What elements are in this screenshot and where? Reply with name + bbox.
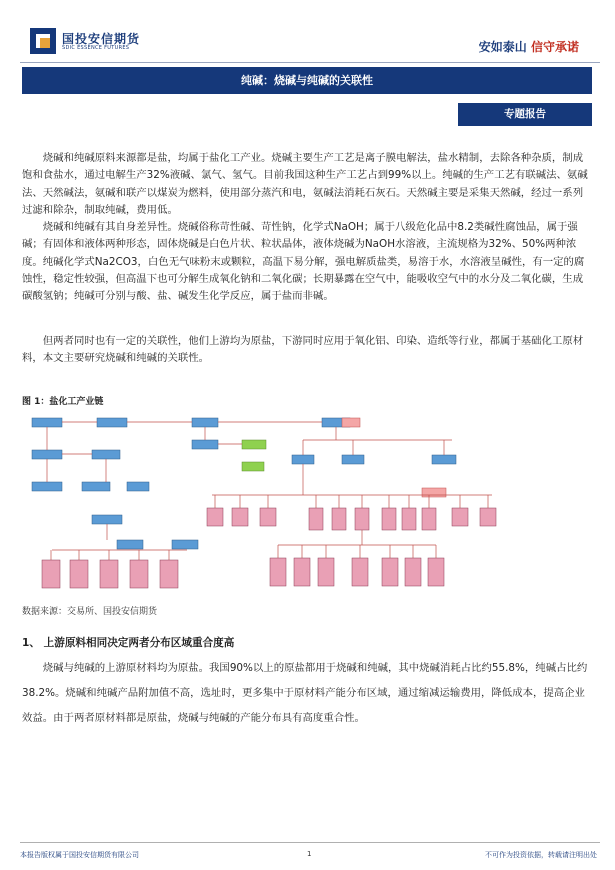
slogan-part-2: 信守承诺 bbox=[530, 40, 579, 54]
report-type-badge: 专题报告 bbox=[458, 103, 592, 126]
section-1-paragraph: 烧碱与纯碱的上游原材料均为原盐。我国90%以上的原盐都用于烧碱和纯碱，其中烧碱消耗占比约55.8%，纯碱占比约38.2%。烧碱和纯碱产品附加值不高，选址时，更多集中于原材料产能分布区域，通过缩减运输费用，降低成本，提高企业效益。由于两者原材料都是原盐，烧碱与纯碱的产能分布具有高度重合性。 bbox=[22, 662, 588, 724]
page-number: 1 bbox=[307, 850, 312, 858]
body-paragraph-2: 烧碱和纯碱有其自身差异性。烧碱俗称苛性碱、苛性钠，化学式NaOH；属于八级危化品中8.2类碱性腐蚀品，属于强碱；有固体和液体两种形态，固体烧碱是白色片状、粒状晶体，液体烧碱为NaOH水溶液，主流规格为32%、50%两种浓度。纯碱化学式Na2CO3，白色无气味粉末或颗粒，高温下易分解，强电解质盐类，易溶于水，水溶液呈碱性，有一定的腐蚀性，稳定性较强，但高温下也可分解生成氧化钠和二氧化碳；长期暴露在空气中，能吸收空气中的水分及二氧化碳，生成碳酸氢钠；纯碱可分别与酸、盐、碱发生化学反应，属于盐而非碱。 bbox=[22, 221, 585, 303]
figure-title: 图 1：盐化工产业链 bbox=[22, 397, 104, 407]
body-paragraph-3: 但两者同时也有一定的关联性，他们上游均为原盐，下游同时应用于氧化铝、印染、造纸等行业，都属于基础化工原材料，本文主要研究烧碱和纯碱的关联性。 bbox=[22, 335, 584, 365]
company-name: 国投安信期货 bbox=[62, 32, 141, 46]
footer-divider bbox=[20, 842, 600, 843]
company-name-en: SDIC ESSENCE FUTURES bbox=[62, 45, 130, 51]
industry-chain-diagram bbox=[22, 410, 592, 600]
header-divider bbox=[20, 62, 600, 63]
footer-copyright: 本报告版权属于国投安信期货有限公司 bbox=[20, 851, 139, 859]
report-title: 纯碱：烧碱与纯碱的关联性 bbox=[22, 67, 592, 94]
footer-disclaimer: 不可作为投资依据，转载请注明出处 bbox=[485, 851, 597, 859]
figure-source: 数据来源：交易所、国投安信期货 bbox=[22, 607, 158, 617]
body-paragraph-1: 烧碱和纯碱原料来源都是盐，均属于盐化工产业。烧碱主要生产工艺是离子膜电解法，盐水精制，去除各种杂质，制成饱和食盐水，通过电解生产32%液碱、氯气、氢气。目前我国这种生产工艺占到99%以上。纯碱的生产工艺有联碱法、氨碱法、天然碱法，氨碱和联产以煤炭为燃料，使用部分蒸汽和电，氨碱法消耗石灰石。天然碱主要是采集天然碱，经过一系列过滤和除杂，制取纯碱，费用低。 bbox=[22, 152, 588, 216]
slogan bbox=[479, 38, 579, 55]
section-heading-1: 1、 上游原料相同决定两者分布区域重合度高 bbox=[22, 637, 235, 649]
company-logo-icon bbox=[30, 28, 56, 54]
slogan-part-1: 安如泰山 bbox=[478, 40, 527, 54]
